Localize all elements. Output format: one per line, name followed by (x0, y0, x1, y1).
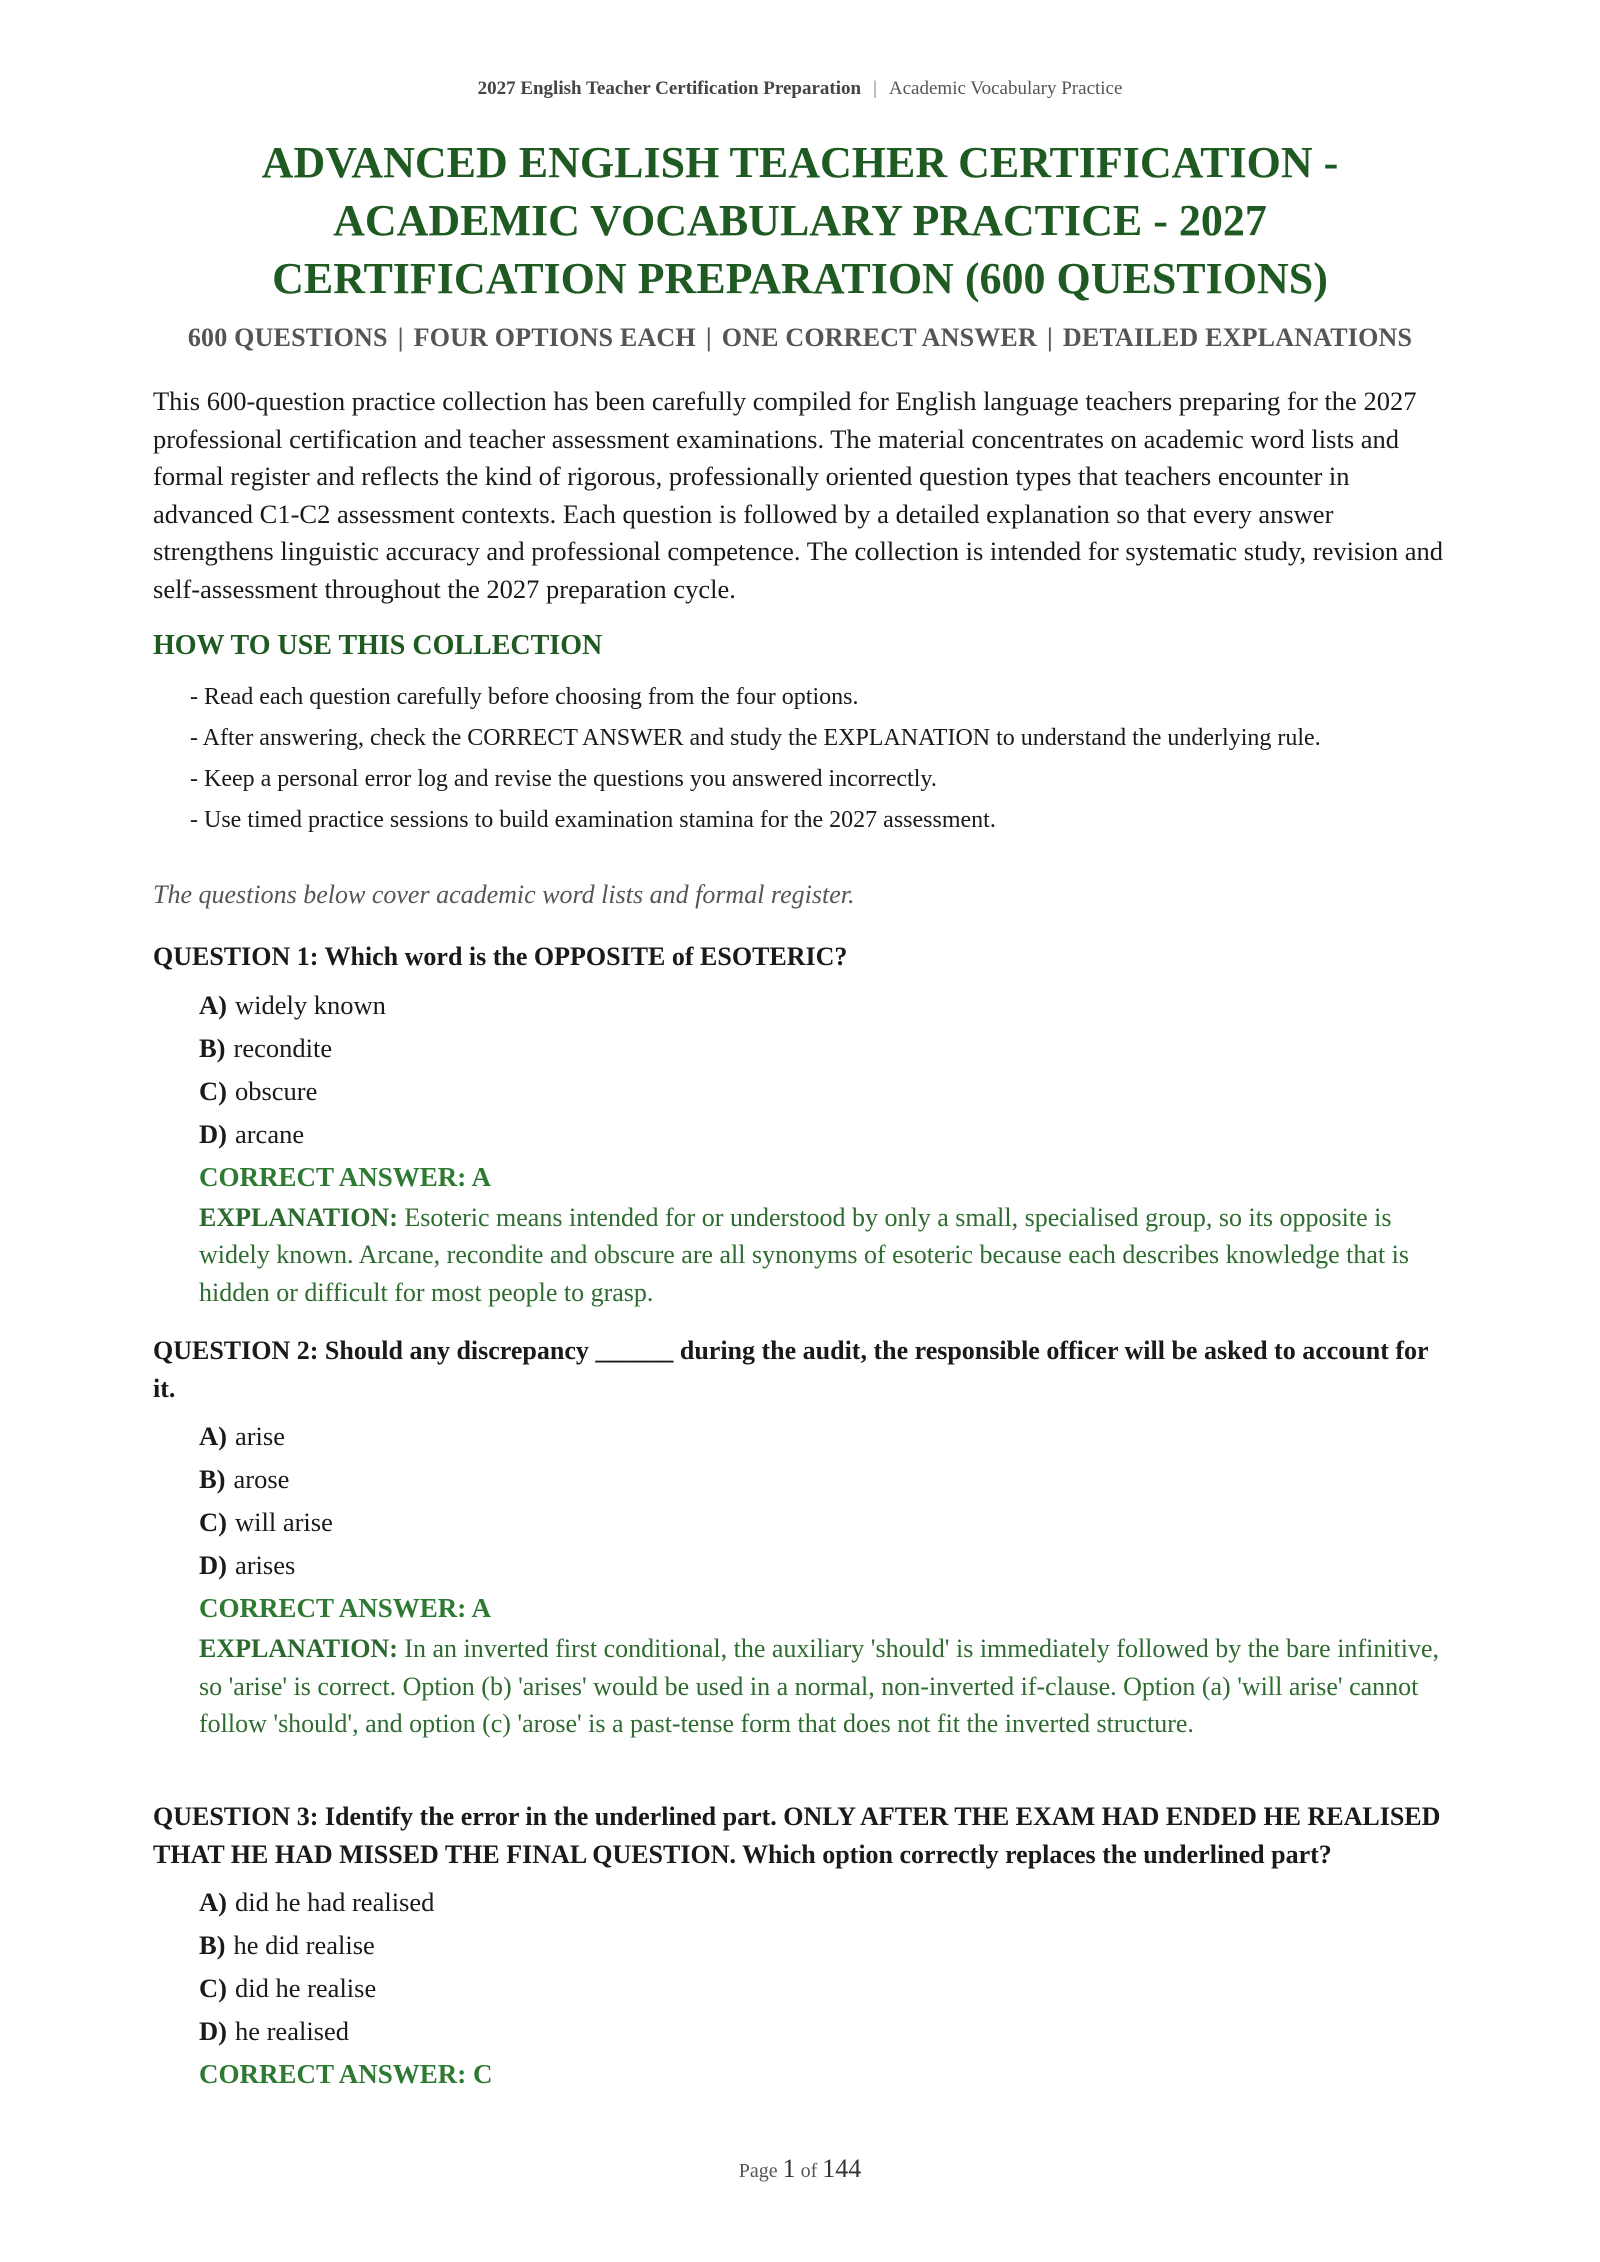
option-text: widely known (234, 989, 386, 1020)
option-letter: D) (199, 2016, 227, 2046)
options-list (153, 1881, 1447, 2053)
question-text: QUESTION 1: Which word is the OPPOSITE of ESOTERIC? (153, 942, 848, 971)
option-c (199, 1501, 1447, 1544)
page-label: Page (738, 2160, 778, 2182)
explanation-text: Esoteric means intended for or understood by only a small, specialised group, so its opposite is widely known. Arcane, recondite and obscure are all synonyms of esoteric because each describes knowledge that is hidden or difficult for most people to grasp. (199, 1202, 1410, 1307)
option-letter: D) (199, 1118, 227, 1149)
subtitle-item: 600 QUESTIONS (187, 323, 388, 352)
intro-paragraph: This 600-question practice collection has been carefully compiled for English language teachers preparing for the 2027 professional certification and teacher assessment examinations. The material concentrates on academic word lists and formal register and reflects the kind of rigorous, professionally oriented question types that teachers encounter in advanced C1-C2 assessment contexts. Each question is followed by a detailed explanation so that every answer strengthens linguistic accuracy and professional competence. The collection is intended for systematic study, revision and self-assessment throughout the 2027 preparation cycle. (153, 386, 1444, 604)
page-footer (0, 2154, 1600, 2184)
option-c (199, 1070, 1447, 1113)
total-pages: 144 (822, 2154, 862, 2183)
correct-answer: CORRECT ANSWER: C (199, 2059, 493, 2089)
option-text: arises (234, 1550, 296, 1580)
document-title: ADVANCED ENGLISH TEACHER CERTIFICATION - ACADEMIC VOCABULARY PRACTICE - 2027 CERTIFICATION PREPARATION (600 QUESTIONS) (261, 138, 1339, 303)
option-text: he realised (234, 2016, 350, 2046)
option-c (199, 1967, 1447, 2010)
option-text: did he had realised (234, 1887, 435, 1917)
option-letter: C) (199, 1973, 227, 2003)
how-to-item: - Keep a personal error log and revise the questions you answered incorrectly. (190, 766, 937, 792)
subtitle-separator: | (705, 323, 712, 352)
option-letter: A) (199, 989, 227, 1020)
how-to-item: - Use timed practice sessions to build examination stamina for the 2027 assessment. (190, 807, 996, 833)
explanation-label: EXPLANATION: (199, 1634, 398, 1663)
option-a (199, 984, 1447, 1027)
option-letter: D) (199, 1550, 227, 1580)
how-to-list (190, 680, 1447, 844)
option-letter: B) (199, 1930, 226, 1960)
option-d (199, 1113, 1447, 1156)
subtitle-item: DETAILED EXPLANATIONS (1062, 323, 1413, 352)
current-page-number: 1 (782, 2154, 796, 2183)
question-3 (153, 1798, 1447, 2096)
question-1 (153, 938, 1447, 1311)
coverage-note: The questions below cover academic word lists and formal register. (153, 880, 855, 909)
option-letter: C) (199, 1075, 227, 1106)
document-subtitle (120, 323, 1480, 353)
subtitle-separator: | (397, 323, 404, 352)
option-d (199, 1544, 1447, 1587)
option-text: arose (233, 1464, 290, 1494)
running-header-separator: | (873, 78, 877, 99)
option-a (199, 1415, 1447, 1458)
option-letter: A) (199, 1887, 227, 1917)
option-text: arise (234, 1421, 285, 1451)
option-text: obscure (234, 1075, 318, 1106)
option-text: did he realise (234, 1973, 377, 2003)
option-text: arcane (234, 1118, 305, 1149)
how-to-heading: HOW TO USE THIS COLLECTION (153, 630, 603, 661)
running-header (0, 78, 1600, 100)
option-letter: B) (199, 1032, 226, 1063)
option-a (199, 1881, 1447, 1924)
option-text: recondite (233, 1032, 333, 1063)
options-list (153, 1415, 1447, 1587)
of-label: of (800, 2160, 818, 2182)
option-letter: A) (199, 1421, 227, 1451)
option-letter: B) (199, 1464, 226, 1494)
explanation-text: In an inverted first conditional, the auxiliary 'should' is immediately followed by the bare infinitive, so 'arise' is correct. Option (b) 'arises' would be used in a normal, non-inverted if-clause. Option (a) 'will arise' cannot follow 'should', and option (c) 'arose' is a past-tense form that does not fit the inverted structure. (199, 1634, 1440, 1738)
explanation (199, 1199, 1447, 1312)
option-b (199, 1924, 1447, 1967)
subtitle-separator: | (1046, 323, 1053, 352)
explanation (199, 1630, 1447, 1743)
option-letter: C) (199, 1507, 227, 1537)
options-list (153, 984, 1447, 1156)
how-to-item: - After answering, check the CORRECT ANSWER and study the EXPLANATION to understand the underlying rule. (190, 725, 1321, 751)
question-text: QUESTION 2: Should any discrepancy ______ during the audit, the responsible officer will be asked to account for it. (153, 1336, 1429, 1403)
option-b (199, 1458, 1447, 1501)
subtitle-item: FOUR OPTIONS EACH (413, 323, 696, 352)
how-to-item: - Read each question carefully before choosing from the four options. (190, 684, 859, 710)
subtitle-item: ONE CORRECT ANSWER (721, 323, 1037, 352)
option-d (199, 2010, 1447, 2053)
correct-answer: CORRECT ANSWER: A (199, 1161, 492, 1192)
question-text: QUESTION 3: Identify the error in the underlined part. ONLY AFTER THE EXAM HAD ENDED HE REALISED THAT HE HAD MISSED THE FINAL QUESTION. Which option correctly replaces the underlined part? (153, 1802, 1441, 1869)
correct-answer: CORRECT ANSWER: A (199, 1593, 492, 1623)
running-header-title: 2027 English Teacher Certification Preparation (477, 78, 862, 99)
option-text: he did realise (233, 1930, 375, 1960)
option-text: will arise (234, 1507, 333, 1537)
question-2 (153, 1332, 1447, 1743)
explanation-label: EXPLANATION: (199, 1202, 398, 1232)
option-b (199, 1027, 1447, 1070)
running-header-section: Academic Vocabulary Practice (888, 78, 1123, 99)
